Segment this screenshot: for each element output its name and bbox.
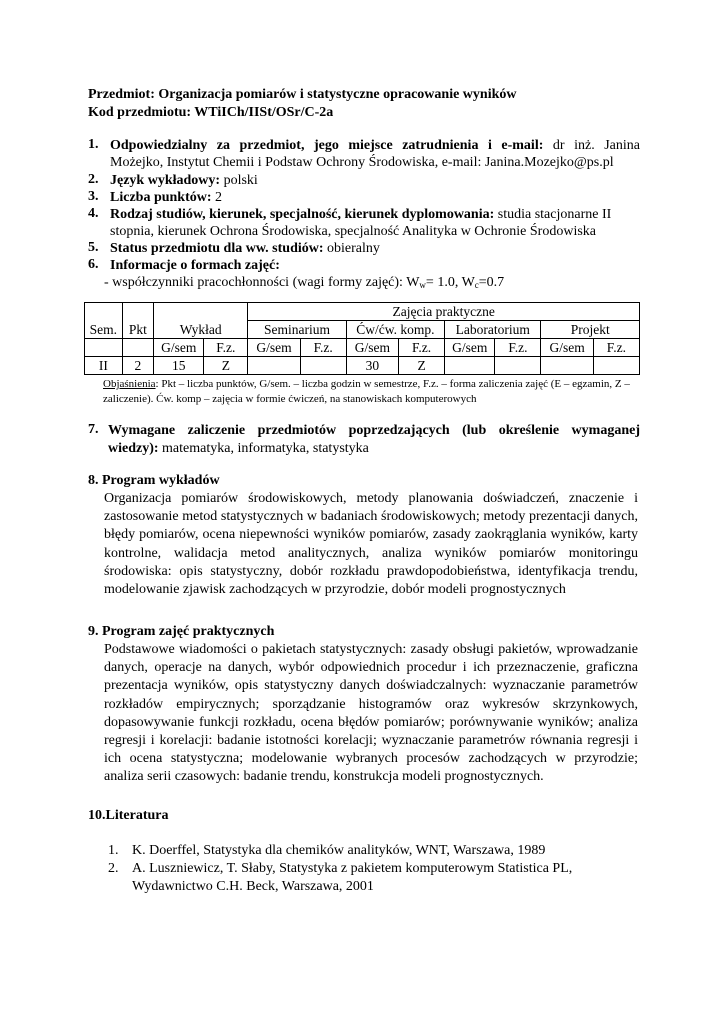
item-3-value: 2	[211, 190, 223, 205]
sec-7-title: Wymagane zaliczenie przedmiotów poprzedzających (lub określenie wymaganej	[108, 423, 640, 438]
sec-7-number: 7.	[88, 422, 99, 437]
col-wyklad-header: Wykład	[154, 303, 248, 339]
item-5-line	[110, 240, 380, 258]
item-4-number: 4.	[88, 206, 99, 221]
item-1-value-b: Możejko, Instytut Chemii i Podstaw Ochrony Środowiska, e-mail: Janina.Mozejko@ps.pl	[110, 155, 614, 170]
cell-pkt: 2	[122, 357, 153, 375]
course-hours-table	[84, 302, 640, 375]
col-projekt-header: Projekt	[541, 321, 640, 339]
sub-gsem: G/sem	[541, 339, 593, 357]
sec-7-title-2: wiedzy):	[108, 441, 159, 456]
weight-c-sub: c	[474, 280, 479, 290]
item-6-label-line	[110, 257, 280, 275]
item-6-number: 6.	[88, 257, 99, 272]
item-1-number: 1.	[88, 137, 99, 152]
item-3-number: 3.	[88, 189, 99, 204]
item-2-label: Język wykładowy:	[110, 173, 221, 188]
sec-8-title: Program wykładów	[102, 473, 220, 488]
sec-9-heading	[88, 624, 274, 640]
item-3-line	[110, 189, 222, 207]
cell-wyklad-fz: Z	[204, 357, 248, 375]
item-6-label: Informacje o formach zajęć:	[110, 258, 280, 273]
weights-post: =0.7	[478, 275, 505, 290]
item-1-value-a: dr inż. Janina	[543, 138, 640, 153]
subject-code: Kod przedmiotu: WTiICh/IISt/OSr/C-2a	[88, 105, 334, 120]
item-3-label: Liczba punktów:	[110, 190, 212, 205]
sec-10-title: 10.Literatura	[88, 808, 169, 823]
cell-proj-fz	[593, 357, 639, 375]
sub-fz: F.z.	[204, 339, 248, 357]
col-sem-header: Sem.	[85, 303, 123, 339]
sub-fz: F.z.	[300, 339, 346, 357]
cell-wyklad-g: 15	[154, 357, 204, 375]
cell-cw-fz: Z	[399, 357, 445, 375]
sec-7-line-2	[108, 440, 369, 458]
weights-prefix: - współczynniki pracochłonności (wagi formy zajęć): W	[104, 275, 420, 290]
sub-fz: F.z.	[593, 339, 639, 357]
col-pkt-header: Pkt	[122, 303, 153, 339]
cell-sem-g	[248, 357, 300, 375]
item-2-number: 2.	[88, 172, 99, 187]
empty-cell	[85, 339, 123, 357]
group-header-practical: Zajęcia praktyczne	[248, 303, 640, 321]
sec-7-value: matematyka, informatyka, statystyka	[158, 441, 369, 456]
col-cw-header: Ćw/ćw. komp.	[346, 321, 444, 339]
sec-8-heading	[88, 473, 220, 489]
item-4-label: Rodzaj studiów, kierunek, specjalność, kierunek dyplomowania:	[110, 207, 495, 222]
sec-9-number: 9.	[88, 624, 99, 639]
sec-8-text: Organizacja pomiarów środowiskowych, metody planowania doświadczeń, znaczenie i zastosowanie metod statystycznych w badaniach środowiskowych; metody prezentacji danych, błędy pomiarów, ocena niepewności wyników pomiarów, zasady zaokrąglania wyników, karty kontrolne, walidacja metod analitycznych, analiza wyników pomiarów monitoringu środowiska: opis statystyczny, dobór rozkładu prawdopodobieństwa, identyfikacja trendu, modelowanie zjawisk zachodzących w przyrodzie, dobór modeli prognostycznych	[104, 491, 638, 598]
item-4-value-b: stopnia, kierunek Ochrona Środowiska, specjalność Analityka w Ochronie Środowiska	[110, 224, 597, 239]
sub-fz: F.z.	[399, 339, 445, 357]
cell-lab-fz	[495, 357, 541, 375]
table-note	[103, 377, 643, 407]
item-6-weights	[104, 274, 504, 294]
lit-2-text: A. Luszniewicz, T. Słaby, Statystyka z pakietem komputerowym Statistica PL,	[132, 861, 573, 876]
item-4-line-1	[110, 206, 611, 224]
item-1-label: Odpowiedzialny za przedmiot, jego miejsce zatrudnienia i e-mail:	[110, 138, 544, 153]
weight-w-sub: w	[419, 280, 426, 290]
sub-gsem: G/sem	[445, 339, 495, 357]
note-text: : Pkt – liczba punktów, G/sem. – liczba godzin w semestrze, F.z. – forma zaliczenia zajęć (E – egzamin, Z – zaliczenie). Ćw. komp – zajęcia w formie ćwiczeń, na stanowiskach komputerowych	[103, 378, 630, 405]
lit-2-number: 2.	[108, 861, 119, 876]
item-2-value: polski	[220, 173, 258, 188]
sub-fz: F.z.	[495, 339, 541, 357]
sec-9-title: Program zajęć praktycznych	[102, 624, 275, 639]
lit-1-number: 1.	[108, 843, 119, 858]
table-row	[85, 357, 640, 375]
cell-sem-fz	[300, 357, 346, 375]
cell-cw-g: 30	[346, 357, 398, 375]
item-1-line-1	[110, 137, 640, 155]
col-seminarium-header: Seminarium	[248, 321, 346, 339]
note-label: Objaśnienia	[103, 378, 156, 390]
cell-proj-g	[541, 357, 593, 375]
sec-8-number: 8.	[88, 473, 99, 488]
sub-gsem: G/sem	[346, 339, 398, 357]
sec-9-text: Podstawowe wiadomości o pakietach statystycznych: zasady obsługi pakietów, wprowadzanie danych, operacje na danych, wybór odpowiednich procedur i ich przeznaczenie, graficzna prezentacja wyników, opis statystyczny danych doświadczalnych: wyznaczanie parametrów rozkładów empirycznych; sporządzanie histogramów oraz wykresów skrzynkowych, dopasowywanie funkcji rozkładu, ocena błędów pomiarów; porównywanie wyników; analiza regresji i korelacji: badanie istotności korelacji; wyznaczanie parametrów równania regresji i ich ocena statystyczna; modelowanie wybranych procesów zachodzących w przyrodzie; analiza serii czasowych: badanie trendu, konstrukcja modeli prognostycznych.	[104, 642, 638, 785]
item-5-number: 5.	[88, 240, 99, 255]
weights-mid: = 1.0, W	[425, 275, 475, 290]
empty-cell	[122, 339, 153, 357]
lit-2-text-2: Wydawnictwo C.H. Beck, Warszawa, 2001	[132, 879, 374, 894]
item-2-line	[110, 172, 258, 190]
item-4-value-a: studia stacjonarne II	[494, 207, 612, 222]
subject-title: Przedmiot: Organizacja pomiarów i statystyczne opracowanie wyników	[88, 87, 517, 102]
item-5-value: obieralny	[323, 241, 380, 256]
subheader-row	[85, 339, 640, 357]
col-lab-header: Laboratorium	[445, 321, 541, 339]
item-5-label: Status przedmiotu dla ww. studiów:	[110, 241, 324, 256]
sub-gsem: G/sem	[248, 339, 300, 357]
sub-gsem: G/sem	[154, 339, 204, 357]
cell-sem: II	[85, 357, 123, 375]
cell-lab-g	[445, 357, 495, 375]
lit-1-text: K. Doerffel, Statystyka dla chemików analityków, WNT, Warszawa, 1989	[132, 843, 546, 858]
